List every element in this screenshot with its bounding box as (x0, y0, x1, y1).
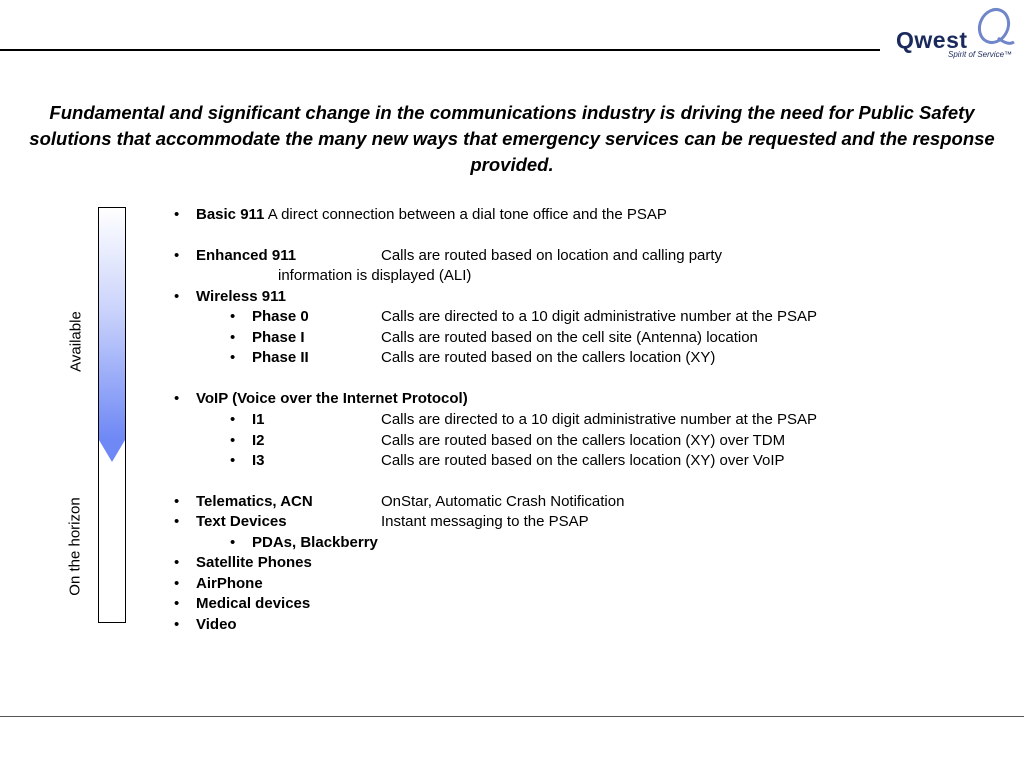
term-video: Video (196, 616, 237, 633)
bullet-icon: • (174, 247, 180, 264)
description-enhanced-911-cont: information is displayed (ALI) (278, 267, 472, 284)
term-satellite-phones: Satellite Phones (196, 554, 312, 571)
term-text-devices: Text Devices (196, 513, 287, 530)
term-i1: I1 (252, 411, 265, 428)
description-i3: Calls are routed based on the callers location (XY) over VoIP (381, 452, 785, 469)
term-wireless-911: Wireless 911 (196, 288, 286, 305)
description: A direct connection between a dial tone office and the PSAP (267, 206, 667, 223)
bullet-icon: • (174, 288, 180, 305)
description-phase-1: Calls are routed based on the cell site (Antenna) location (381, 329, 758, 346)
description-phase-0: Calls are directed to a 10 digit administrative number at the PSAP (381, 308, 818, 325)
term-phase-1: Phase I (252, 329, 305, 346)
bullet-icon: • (230, 432, 236, 449)
bullet-icon: • (174, 493, 180, 510)
logo-wordmark: Qwest (896, 27, 968, 53)
term-pdas: PDAs, Blackberry (252, 534, 378, 551)
description-telematics: OnStar, Automatic Crash Notification (381, 493, 625, 510)
term: Basic 911 (196, 206, 265, 223)
term-i2: I2 (252, 432, 265, 449)
available-label: Available (67, 311, 85, 372)
bullet-icon: • (174, 595, 180, 612)
bullet-icon: • (230, 411, 236, 428)
term-enhanced-911: Enhanced 911 (196, 247, 297, 264)
on-the-horizon-label: On the horizon (66, 497, 84, 596)
bullet-icon: • (230, 534, 236, 551)
term-telematics: Telematics, ACN (196, 493, 313, 510)
bullet-icon: • (230, 308, 236, 325)
bullet-icon: • (230, 329, 236, 346)
description-i2: Calls are routed based on the callers location (XY) over TDM (381, 432, 786, 449)
description-i1: Calls are directed to a 10 digit administrative number at the PSAP (381, 411, 818, 428)
bullet-icon: • (174, 575, 180, 592)
term-i3: I3 (252, 452, 265, 469)
bullet-icon: • (174, 390, 180, 407)
bullet-icon: • (174, 554, 180, 571)
bullet-icon: • (174, 206, 180, 223)
term-phase-2: Phase II (252, 349, 309, 366)
term-airphone: AirPhone (196, 575, 263, 592)
list-item-basic-911 (196, 205, 667, 225)
bullet-icon: • (174, 616, 180, 633)
footer-rule (0, 716, 1024, 717)
term-phase-0: Phase 0 (252, 308, 309, 325)
bullet-icon: • (230, 452, 236, 469)
bullet-icon: • (174, 513, 180, 530)
logo-tagline: Spirit of Service™ (948, 50, 1013, 59)
description-enhanced-911: Calls are routed based on location and calling party (381, 247, 723, 264)
term-medical-devices: Medical devices (196, 595, 311, 612)
description-text-devices: Instant messaging to the PSAP (381, 513, 589, 530)
bullet-icon: • (230, 349, 236, 366)
headline: Fundamental and significant change in the communications industry is driving the need for Public Safety solutions that accommodate the many new ways that emergency services can be requested and the response provided. (29, 102, 995, 175)
description-phase-2: Calls are routed based on the callers location (XY) (381, 349, 716, 366)
term-voip: VoIP (Voice over the Internet Protocol) (196, 390, 468, 407)
